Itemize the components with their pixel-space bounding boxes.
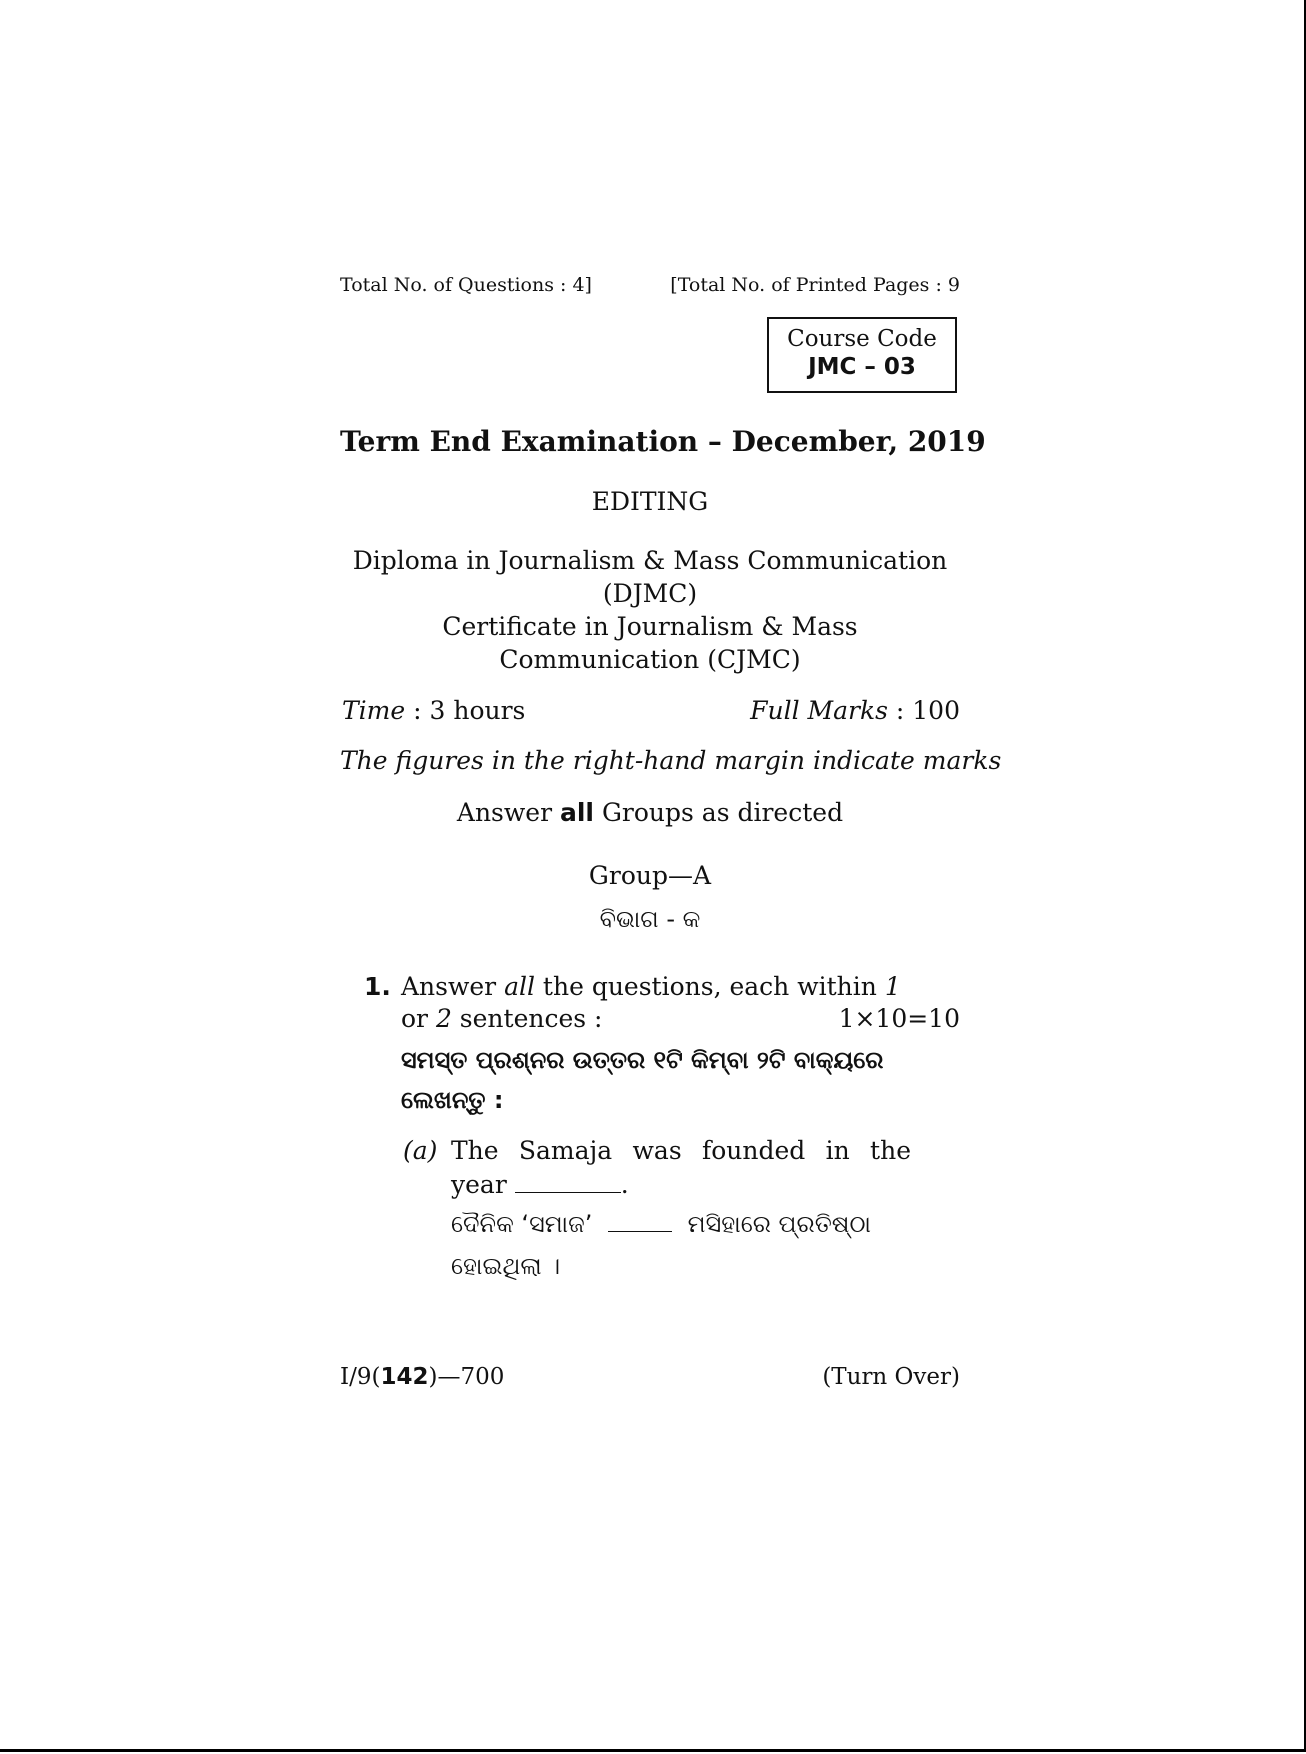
marks-value: : 100 xyxy=(895,696,960,725)
q1-line2-b: 2 xyxy=(435,1004,452,1033)
paper-code-post: )—700 xyxy=(428,1364,505,1390)
course-code-label: Course Code xyxy=(787,326,937,352)
programme-line-1: Diploma in Journalism & Mass Communication xyxy=(352,546,948,575)
sub-q-year: year xyxy=(451,1170,507,1199)
margin-note: The figures in the right-hand margin indicate marks xyxy=(340,746,1002,775)
paper-code xyxy=(340,1364,504,1390)
sub-question-odia-line-1 xyxy=(451,1210,871,1238)
time-allowed xyxy=(342,696,525,725)
sub-question-odia-line-2: ହୋଇଥିଲା । xyxy=(451,1252,561,1280)
q1-line2-a: or xyxy=(401,1004,436,1033)
group-instruction xyxy=(340,798,960,827)
programme-line-2: (DJMC) xyxy=(602,579,698,608)
question-marks: 1×10=10 xyxy=(838,1004,960,1033)
sub-question-line-1: The Samaja was founded in the xyxy=(451,1136,911,1165)
question-line-2 xyxy=(401,1004,602,1033)
total-questions: Total No. of Questions : 4] xyxy=(340,274,592,296)
answer-blank xyxy=(515,1174,621,1193)
sub-q-period: . xyxy=(620,1170,629,1199)
instruction-bold: all xyxy=(559,798,594,827)
paper-code-bold: 142 xyxy=(380,1364,429,1390)
group-title-odia: ବିଭାଗ - କ xyxy=(599,905,701,933)
q1-text-d: 1 xyxy=(884,972,901,1001)
q1-text-c: the questions, each within xyxy=(534,972,885,1001)
q1-text-b: all xyxy=(504,972,535,1001)
q1-line2-c: sentences : xyxy=(451,1004,603,1033)
course-code-value: JMC – 03 xyxy=(808,354,916,380)
instruction-pre: Answer xyxy=(456,798,560,827)
programme-line-3: Certificate in Journalism & Mass xyxy=(442,612,858,641)
odia-pre-blank: ଦୈନିକ ‘ସମାଜ’ xyxy=(451,1210,593,1238)
sub-question-label: (a) xyxy=(403,1136,438,1165)
course-code-box xyxy=(767,317,957,393)
subject-title: EDITING xyxy=(591,487,709,516)
question-line-1 xyxy=(401,972,901,1001)
question-odia-line-2: ଲେଖନ୍ତୁ : xyxy=(401,1086,504,1114)
question-number: 1. xyxy=(364,972,391,1001)
sub-question-line-2 xyxy=(451,1170,629,1199)
marks-label: Full Marks xyxy=(750,696,888,725)
group-title: Group—A xyxy=(588,861,712,890)
time-value: : 3 hours xyxy=(413,696,526,725)
question-odia-line-1: ସମସ୍ତ ପ୍ରଶ୍ନର ଉତ୍ତର ୧ଟି କିମ୍ବା ୨ଟି ବାକ୍ୟରେ xyxy=(401,1046,884,1074)
odia-answer-blank xyxy=(608,1213,672,1232)
turn-over: (Turn Over) xyxy=(822,1364,960,1390)
exam-title: Term End Examination – December, 2019 xyxy=(340,425,986,458)
instruction-post: Groups as directed xyxy=(594,798,844,827)
q1-text-a: Answer xyxy=(401,972,505,1001)
time-label: Time xyxy=(342,696,406,725)
programme-line-4: Communication (CJMC) xyxy=(499,645,801,674)
paper-code-pre: I/9( xyxy=(340,1364,381,1390)
total-printed-pages: [Total No. of Printed Pages : 9 xyxy=(670,274,960,296)
odia-post-blank: ମସିହାରେ ପ୍ରତିଷ୍ଠା xyxy=(687,1210,871,1238)
full-marks xyxy=(750,696,960,725)
